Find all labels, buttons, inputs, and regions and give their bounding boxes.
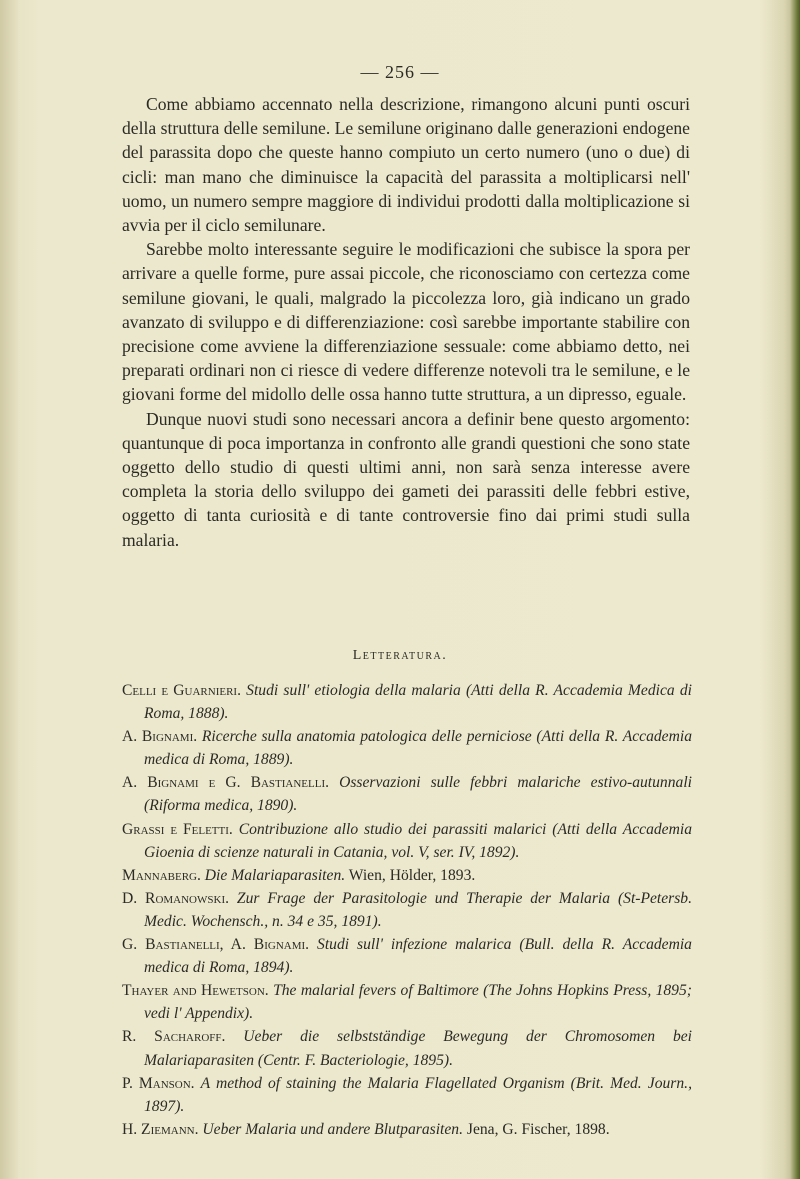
reference-authors: Celli e Guarnieri. (122, 682, 241, 699)
reference-item (122, 1118, 692, 1141)
reference-source: (Atti della R. Accademia medica di Roma, 1889). (144, 728, 692, 769)
reference-title: Contribuzione allo studio dei parassiti malarici (238, 820, 547, 838)
reference-source: (Atti della R. Accademia Medica di Roma, 1888). (144, 682, 692, 723)
reference-item (122, 933, 692, 979)
reference-item (122, 771, 692, 817)
reference-item (122, 864, 692, 887)
reference-title: Studi sull' infezione malarica (317, 936, 512, 954)
reference-item (122, 1072, 692, 1118)
reference-authors: P. Manson. (122, 1074, 195, 1092)
reference-item (122, 887, 692, 933)
reference-authors: Grassi e Feletti. (122, 820, 233, 838)
page-number: — 256 — (360, 62, 440, 82)
reference-source: Wien, Hölder, 1893. (345, 866, 476, 884)
reference-source: (The Johns Hopkins Press, 1895; vedi l' Appendix). (144, 982, 692, 1023)
reference-title: Ueber die selbstständige Bewegung der Chromosomen bei Malariaparasiten (144, 1028, 692, 1069)
reference-source: (Riforma medica, 1890). (144, 797, 298, 815)
reference-authors: D. Romanowski. (122, 889, 230, 907)
reference-item (122, 725, 692, 771)
reference-item (122, 1025, 692, 1071)
reference-title: Ricerche sulla anatomia patologica delle perniciose (201, 728, 532, 746)
reference-authors: A. Bignami e G. Bastianelli. (122, 774, 330, 792)
reference-source: (Bull. della R. Accademia medica di Roma, 1894). (144, 936, 692, 977)
reference-item (122, 679, 692, 725)
reference-authors: G. Bastianelli, A. Bignami. (122, 936, 310, 954)
page-edge (790, 0, 800, 1179)
reference-title: Die Malariaparasiten. (204, 866, 346, 884)
paragraph: Sarebbe molto interessante seguire le modificazioni che subisce la spora per arrivare a quelle forme, pure assai piccole, che riconosciamo con certezza come semilune giovani, le quali, malgrado la piccolezza loro, già indicano un grado avanzato di sviluppo e di differenziazione: così sarebbe importante stabilire con precisione come avviene la differenziazione sessuale: come abbiamo detto, nei preparati ordinari non ci riesce di vedere differenze notevoli tra le semilune, e le giovani forme del midollo delle ossa hanno tutte struttura, a un dipresso, eguale. (122, 239, 690, 405)
reference-title: Zur Frage der Parasitologie und Therapie der Malaria (236, 889, 611, 907)
body-text (122, 92, 690, 552)
reference-item (122, 979, 692, 1025)
reference-item (122, 818, 692, 864)
reference-title: Studi sull' etiologia della malaria (246, 682, 461, 699)
reference-title: Osservazioni sulle febbri malariche estivo-autunnali (339, 774, 692, 792)
paragraph: Come abbiamo accennato nella descrizione, rimangono alcuni punti oscuri della struttura delle semilune. Le semilune originano dalle generazioni endogene del parassita dopo che queste hanno compiuto un certo numero (uno o due) di cicli: man mano che diminuisce la capacità del parassita a moltiplicarsi nell' uomo, un numero sempre maggiore di individui prodotti dalla moltiplicazione si avvia per il ciclo semilunare. (122, 94, 690, 236)
reference-authors: R. Sacharoff. (122, 1028, 226, 1046)
section-heading: Letteratura. (352, 648, 448, 663)
reference-title: A method of staining the Malaria Flagellated Organism (200, 1074, 565, 1092)
paragraph: Dunque nuovi studi sono necessari ancora a definir bene questo argomento: quantunque di poca importanza in confronto alle grandi questioni che sono state oggetto dello studio di questi ultimi anni, non sarà senza interesse avere completa la storia dello sviluppo dei gameti dei parassiti delle febbri estive, oggetto di tanta curiosità e di tante controversie fino dai primi studi sulla malaria. (122, 408, 690, 550)
reference-title: Ueber Malaria und andere Blutparasiten. (202, 1120, 463, 1138)
reference-title: The malarial fevers of Baltimore (273, 982, 479, 1000)
reference-source: (St-Petersb. Medic. Wochensch., n. 34 e 35, 1891). (144, 889, 692, 930)
reference-source: (Atti della Accademia Gioenia di scienze naturali in Catania, vol. V, ser. IV, 1892). (144, 820, 692, 861)
reference-authors: Mannaberg. (122, 866, 201, 884)
reference-list (122, 679, 692, 1141)
reference-authors: Thayer and Hewetson. (122, 982, 269, 1000)
reference-authors: H. Ziemann. (122, 1120, 199, 1138)
reference-source: Jena, G. Fischer, 1898. (462, 1120, 610, 1138)
reference-source: (Brit. Med. Journ., 1897). (144, 1074, 692, 1115)
reference-authors: A. Bignami. (122, 728, 198, 746)
reference-source: (Centr. F. Bacteriologie, 1895). (254, 1051, 453, 1069)
page-binding-shadow (0, 0, 18, 1179)
